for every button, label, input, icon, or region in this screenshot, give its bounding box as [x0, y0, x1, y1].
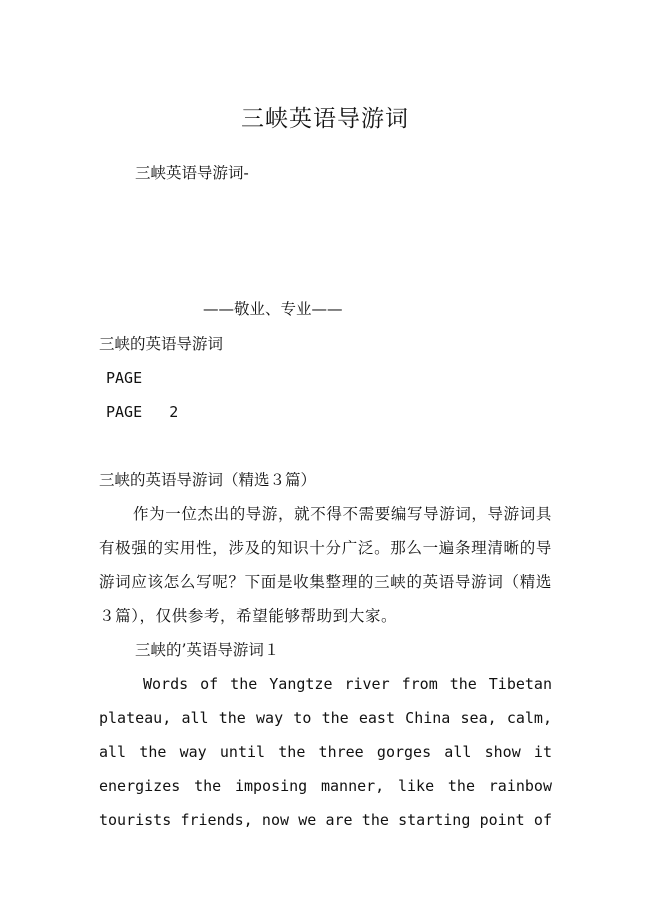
page-number-field: PAGE 2 — [106, 403, 179, 421]
article-title: 三峡的英语导游词（精选３篇） — [99, 471, 317, 489]
document-title: 三峡英语导游词 — [241, 106, 409, 132]
page-field: PAGE — [106, 369, 143, 387]
document-subtitle: 三峡英语导游词- — [135, 164, 249, 182]
english-paragraph: Words of the Yangtze river from the Tibetan plateau, all the way to the east China sea, calm, all the way until the three gorges all show it energizes the imposing manner, like the rainbow tourists friends, now we are the starting point of — [99, 675, 552, 829]
intro-paragraph: 作为一位杰出的导游，就不得不需要编写导游词，导游词具有极强的实用性，涉及的知识十分广泛。那么一遍条理清晰的导游词应该怎么写呢？下面是收集整理的三峡的英语导游词（精选３篇），仅供参考，希望能够帮助到大家。 — [99, 505, 552, 625]
header-label: 三峡的英语导游词 — [99, 335, 224, 353]
section-heading: 三峡的’英语导游词１ — [135, 641, 280, 659]
motto: ——敬业、专业—— — [203, 300, 343, 318]
